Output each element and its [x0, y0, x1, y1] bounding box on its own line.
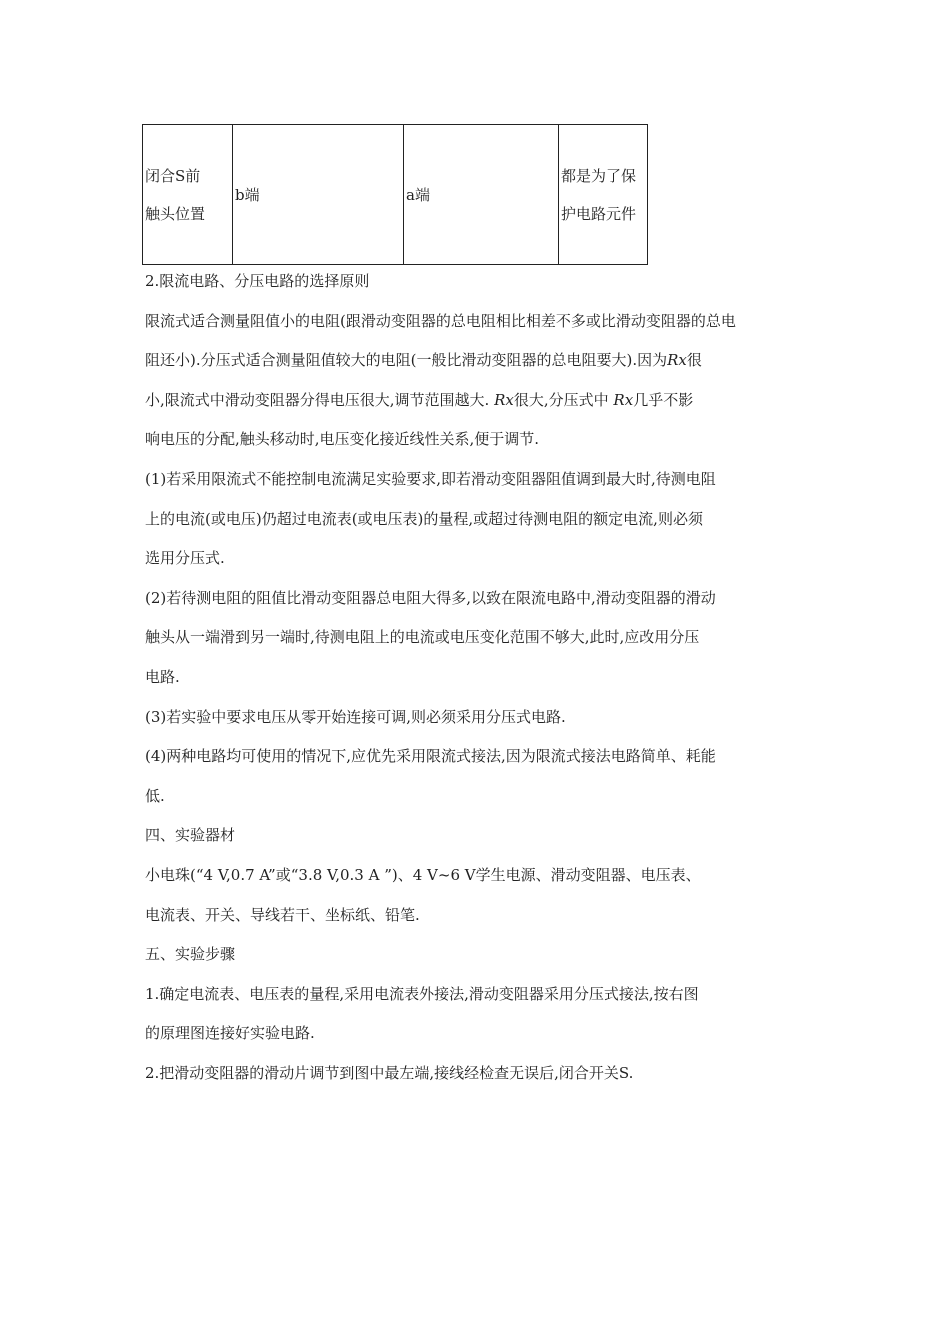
step-line: 的原理图连接好实验电路. [145, 1024, 315, 1043]
list-item-line: 选用分压式. [145, 549, 225, 568]
text-run: 很大,分压式中 [513, 390, 609, 409]
table-note-line1: 都是为了保 [561, 166, 637, 185]
step-line: 2.把滑动变阻器的滑动片调节到图中最左端,接线经检查无误后,闭合开关S. [145, 1063, 634, 1082]
list-item-line: (4)两种电路均可使用的情况下,应优先采用限流式接法,因为限流式接法电路简单、耗能 [145, 747, 716, 766]
table-cell-note [559, 125, 648, 265]
list-item-line: 触头从一端滑到另一端时,待测电阻上的电流或电压变化范围不够大,此时,应改用分压 [145, 628, 700, 647]
paragraph-line: 响电压的分配,触头移动时,电压变化接近线性关系,便于调节. [145, 430, 540, 449]
list-item-line: 低. [145, 786, 165, 805]
table-row [143, 125, 648, 265]
text-run: 几乎不影 [633, 390, 694, 409]
table-cell-label [143, 125, 233, 265]
list-item-line: 上的电流(或电压)仍超过电流表(或电压表)的量程,或超过待测电阻的额定电流,则必须 [145, 509, 703, 528]
section4-heading: 四、实验器材 [145, 826, 236, 845]
paragraph-line [145, 381, 825, 421]
list-item-line: 电路. [145, 667, 180, 686]
text-run: 很 [686, 351, 702, 370]
variable-rx: Rx [667, 351, 687, 370]
table-label-line1: 闭合S前 [145, 166, 201, 185]
paragraph-line [145, 341, 825, 381]
section2-heading: 2.限流电路、分压电路的选择原则 [145, 272, 370, 290]
paragraph-line: 小电珠(“4 V,0.7 A”或“3.8 V,0.3 A ”)、4 V~6 V学生电源、滑动变阻器、电压表、 [145, 865, 701, 884]
text-run: 阻还小).分压式适合测量阻值较大的电阻(一般比滑动变阻器的总电阻要大).因为 [145, 351, 668, 370]
table-label-line2: 触头位置 [145, 204, 206, 223]
variable-rx: Rx [613, 390, 634, 409]
list-item-line: (3)若实验中要求电压从零开始连接可调,则必须采用分压式电路. [145, 707, 566, 726]
table-a-end-text: a端 [406, 185, 430, 204]
section5-heading: 五、实验步骤 [145, 945, 236, 964]
text-run: 小,限流式中滑动变阻器分得电压很大,调节范围越大. [145, 390, 490, 409]
table-cell-a-end [404, 125, 559, 265]
comparison-table [142, 124, 648, 265]
document-body [145, 262, 825, 1093]
list-item-line: (1)若采用限流式不能控制电流满足实验要求,即若滑动变阻器阻值调到最大时,待测电阻 [145, 469, 716, 488]
list-item-line: (2)若待测电阻的阻值比滑动变阻器总电阻大得多,以致在限流电路中,滑动变阻器的滑动 [145, 588, 716, 607]
paragraph-line: 限流式适合测量阻值小的电阻(跟滑动变阻器的总电阻相比相差不多或比滑动变阻器的总电 [145, 311, 736, 330]
table-b-end-text: b端 [235, 185, 260, 204]
step-line: 1.确定电流表、电压表的量程,采用电流表外接法,滑动变阻器采用分压式接法,按右图 [145, 984, 699, 1003]
paragraph-line: 电流表、开关、导线若干、坐标纸、铅笔. [145, 905, 420, 924]
table-note-line2: 护电路元件 [561, 204, 637, 223]
variable-rx: Rx [494, 390, 514, 409]
table-cell-b-end [233, 125, 404, 265]
